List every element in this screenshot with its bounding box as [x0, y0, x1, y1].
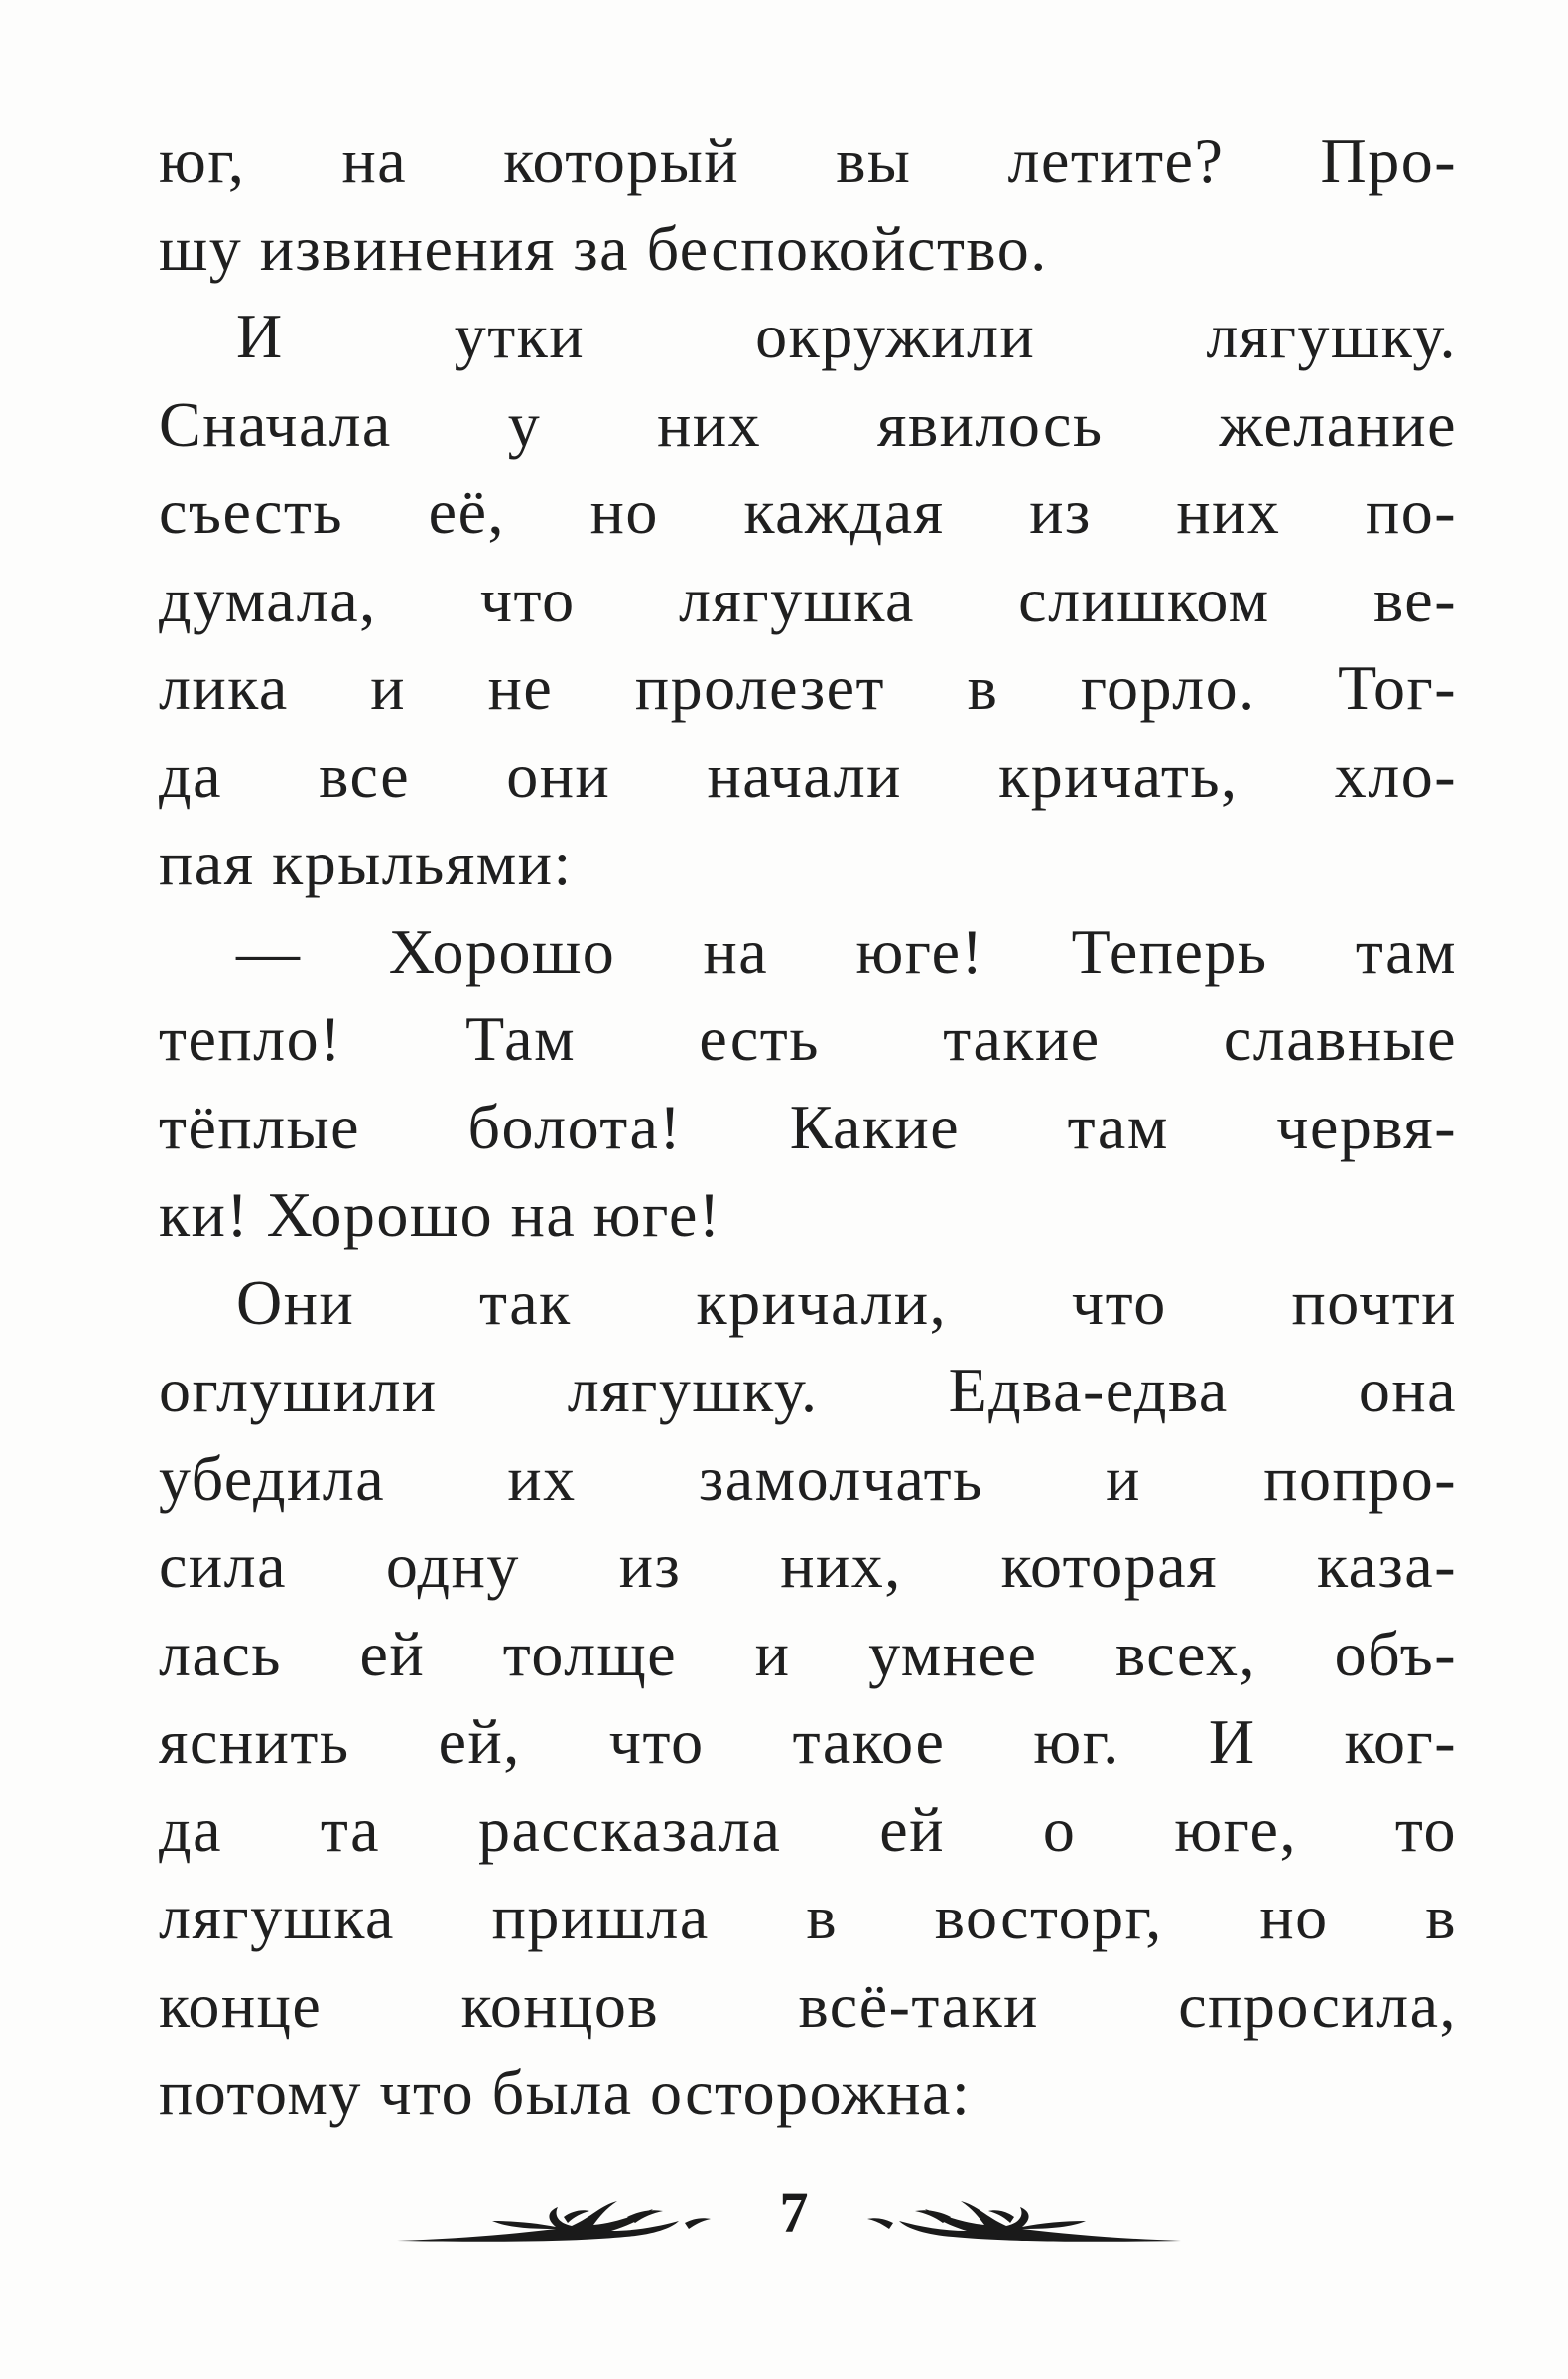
page-number: 7 [779, 2181, 809, 2245]
text-line: оглушили лягушку. Едва-едва она [159, 1355, 1457, 1425]
text-line: пая крыльями: [159, 828, 573, 898]
text-line: думала, что лягушка слишком ве- [159, 564, 1457, 635]
text-line: — Хорошо на юге! Теперь там [236, 915, 1457, 987]
text-line: потому что была осторожна: [159, 2057, 972, 2128]
text-line: съесть её, но каждая из них по- [159, 476, 1457, 547]
text-line: да все они начали кричать, хло- [159, 739, 1457, 811]
text-line: сила одну из них, которая каза- [159, 1530, 1457, 1601]
text-line: яснить ей, что такое юг. И ког- [159, 1706, 1457, 1777]
text-line: тепло! Там есть такие славные [159, 1003, 1457, 1074]
page-footer [0, 2174, 1568, 2283]
text-line: лика и не пролезет в горло. Тог- [159, 652, 1457, 723]
text-line: Сначала у них явилось желание [159, 388, 1457, 460]
text-line: Они так кричали, что почти [236, 1266, 1457, 1338]
text-line: И утки окружили лягушку. [236, 301, 1457, 371]
left-flourish-ornament-icon [397, 2193, 715, 2253]
text-line: шу извинения за беспокойство. [159, 212, 1048, 284]
body-text [159, 117, 1457, 2138]
text-line: лась ей толще и умнее всех, объ- [159, 1618, 1457, 1689]
text-line: лягушка пришла в восторг, но в [159, 1882, 1457, 1952]
text-line: тёплые болота! Какие там червя- [159, 1091, 1457, 1162]
text-line: ки! Хорошо на юге! [159, 1179, 721, 1250]
text-line: юг, на который вы летите? Про- [159, 125, 1457, 196]
text-line: конце концов всё-таки спросила, [159, 1969, 1457, 2041]
text-line: да та рассказала ей о юге, то [159, 1793, 1457, 1865]
text-line: убедила их замолчать и попро- [159, 1442, 1457, 1514]
right-flourish-ornament-icon [863, 2193, 1181, 2253]
